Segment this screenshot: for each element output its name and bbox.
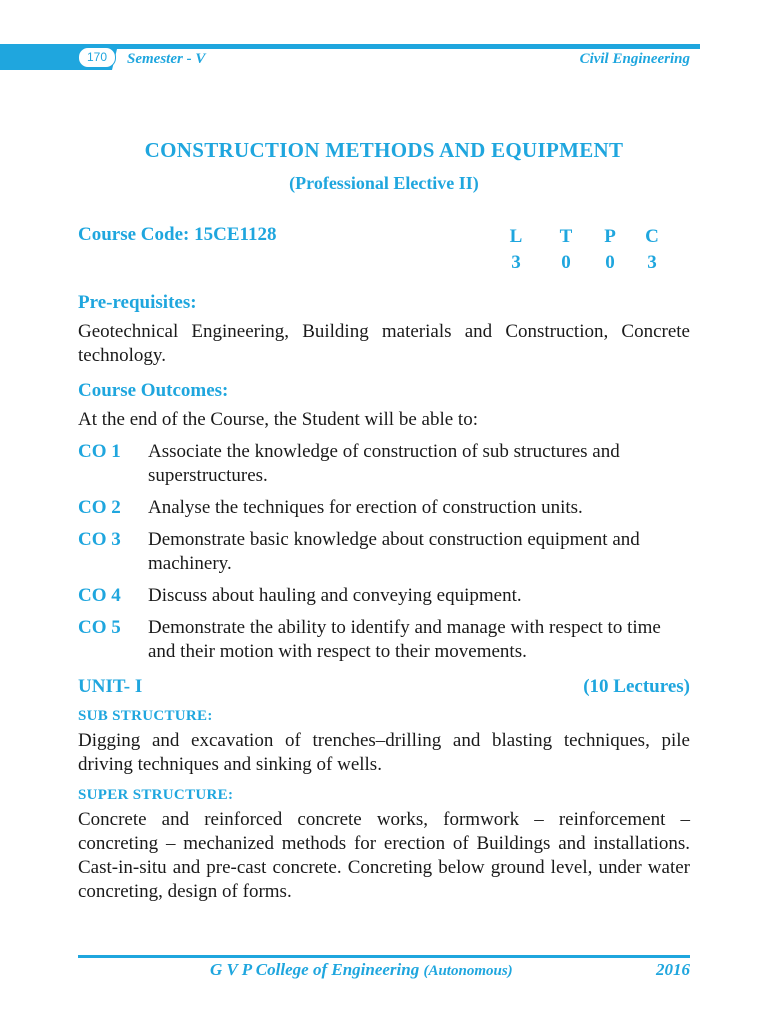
outcome-text: Demonstrate the ability to identify and manage with respect to time and their motion with respect to their movements.: [148, 617, 661, 662]
unit-lectures: (10 Lectures): [583, 676, 690, 697]
semester-label: Semester - V: [127, 51, 206, 67]
outcomes-heading: Course Outcomes:: [78, 380, 229, 401]
course-subtitle: (Professional Elective II): [289, 173, 479, 193]
sub-structure-text: Digging and excavation of trenches–drilling and blasting techniques, pile driving techniques and sinking of wells.: [78, 730, 690, 775]
ltpc-value-c: 3: [647, 252, 657, 273]
footer-year: 2016: [656, 960, 690, 979]
outcome-item: [78, 528, 690, 576]
outcome-item: [78, 440, 690, 488]
outcome-label: CO 1: [78, 441, 121, 462]
footer-autonomous: (Autonomous): [423, 963, 513, 979]
course-code-row: [78, 224, 690, 276]
course-code: Course Code: 15CE1128: [78, 224, 277, 245]
ltpc-value-t: 0: [561, 252, 571, 273]
unit-title: UNIT- I: [78, 676, 143, 697]
outcome-text: Analyse the techniques for erection of construction units.: [148, 497, 583, 518]
ltpc-header-p: P: [604, 226, 616, 247]
prerequisites-heading: Pre-requisites:: [78, 292, 197, 313]
unit-heading-row: [78, 676, 690, 698]
outcomes-intro: At the end of the Course, the Student will be able to:: [78, 409, 478, 430]
ltpc-value-l: 3: [511, 252, 521, 273]
course-title: CONSTRUCTION METHODS AND EQUIPMENT: [144, 138, 624, 162]
footer-college: [210, 960, 513, 980]
footer-rule: [78, 955, 690, 958]
page-content: [78, 138, 690, 904]
page-number-badge: 170: [78, 47, 116, 68]
outcome-label: CO 2: [78, 497, 121, 518]
super-structure-text: Concrete and reinforced concrete works, formwork – reinforcement – concreting – mechanized methods for erection of Buildings and installations. Cast-in-situ and pre-cast concrete. Concreting below ground level, under water concreting, design of forms.: [78, 809, 690, 902]
outcome-text: Demonstrate basic knowledge about construction equipment and machinery.: [148, 529, 640, 574]
outcome-text: Associate the knowledge of construction of sub structures and superstructures.: [148, 441, 620, 486]
prerequisites-text: Geotechnical Engineering, Building materials and Construction, Concrete technology.: [78, 321, 690, 366]
outcome-label: CO 5: [78, 617, 121, 638]
footer-college-name: G V P College of Engineering: [210, 960, 420, 979]
sub-structure-heading: SUB STRUCTURE:: [78, 708, 213, 724]
outcome-label: CO 3: [78, 529, 121, 550]
ltpc-value-p: 0: [605, 252, 615, 273]
department-label: Civil Engineering: [579, 51, 690, 67]
outcome-label: CO 4: [78, 585, 121, 606]
outcome-text: Discuss about hauling and conveying equipment.: [148, 585, 522, 606]
super-structure-heading: SUPER STRUCTURE:: [78, 787, 234, 803]
ltpc-header-l: L: [509, 226, 523, 247]
ltpc-header-c: C: [645, 226, 659, 247]
outcome-item: [78, 616, 690, 664]
outcome-item: [78, 496, 690, 520]
ltpc-header-t: T: [559, 226, 573, 247]
outcome-item: [78, 584, 690, 608]
